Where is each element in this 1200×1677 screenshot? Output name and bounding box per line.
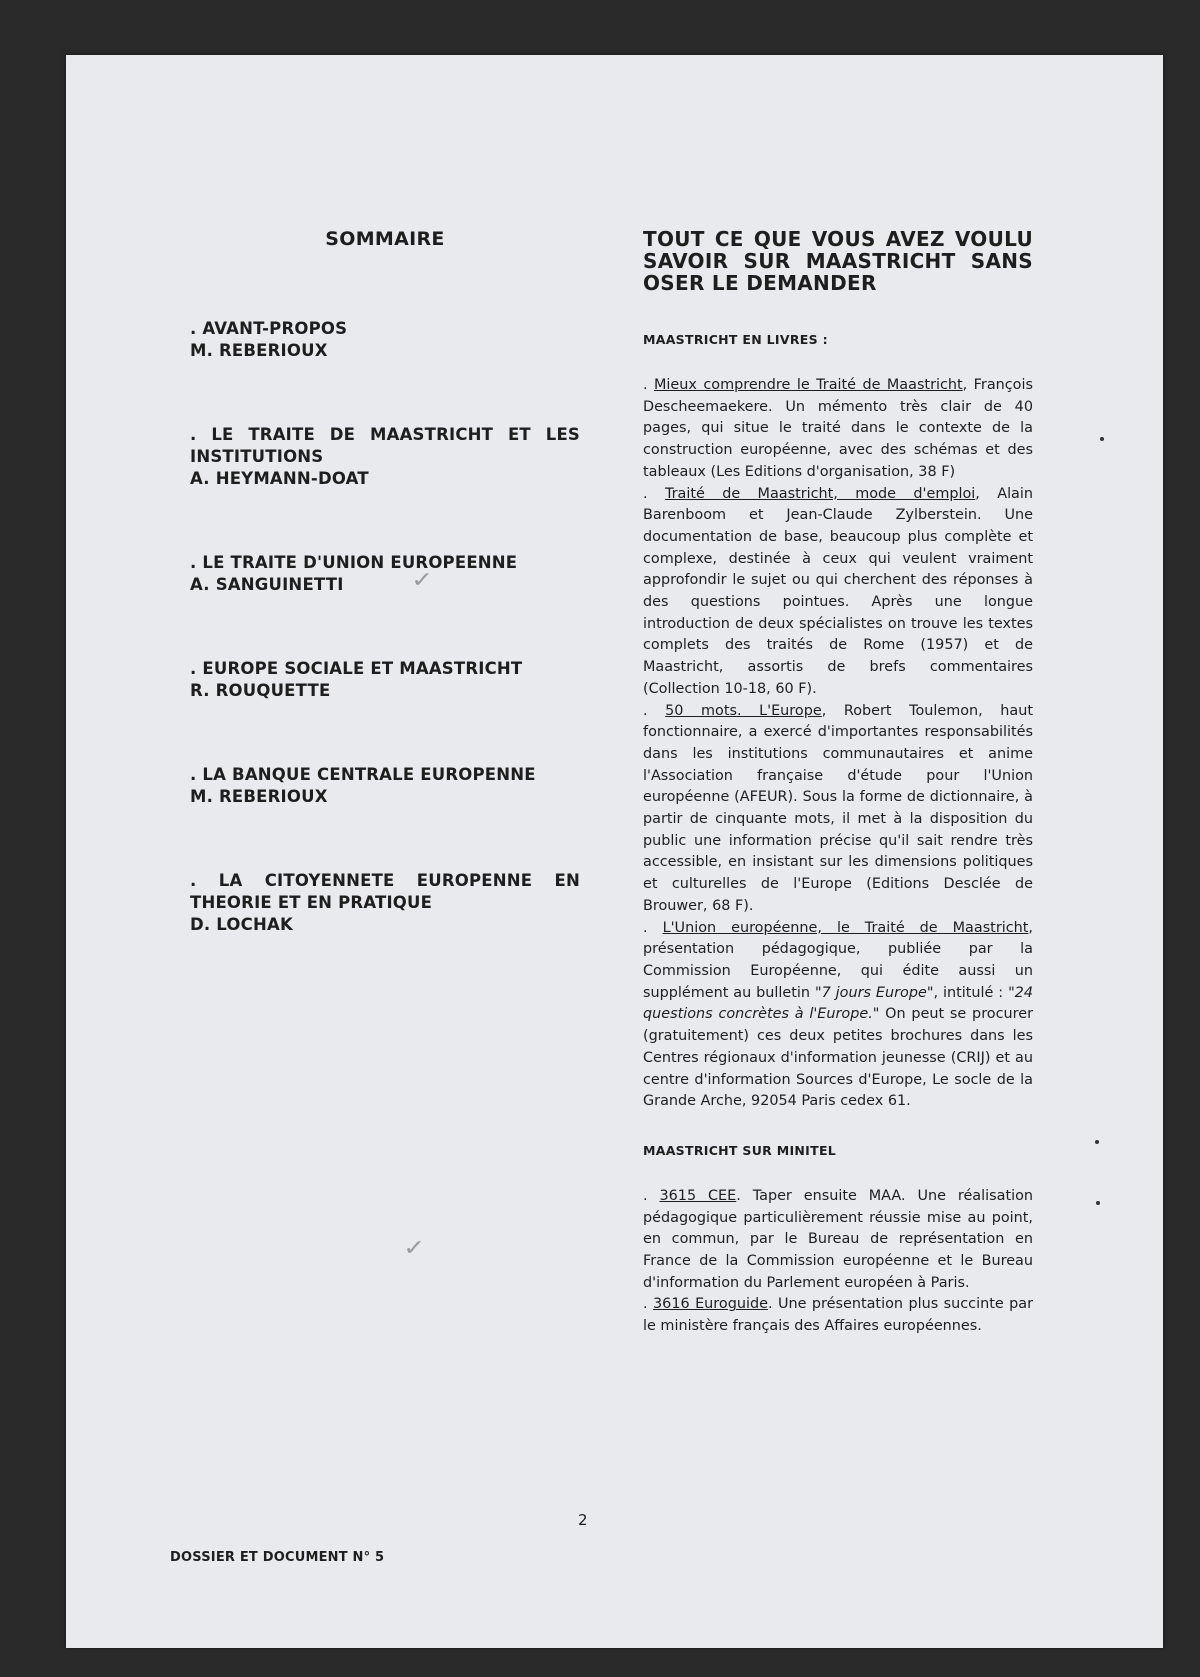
minitel-item: . 3616 Euroguide. Une présentation plus succinte par le ministère français des Affaires européennes. [643, 1296, 1034, 1335]
section-heading-books: MAASTRICHT EN LIVRES : [643, 332, 828, 347]
pencil-checkmark-icon: ✓ [411, 568, 434, 593]
toc-entry-author: M. REBERIOUX [190, 341, 328, 360]
speck-mark-icon [1095, 1140, 1099, 1144]
book-title: Traité de Maastricht, mode d'emploi [664, 485, 976, 502]
footer-label: DOSSIER ET DOCUMENT N° 5 [170, 1550, 385, 1565]
toc-entry-author: A. SANGUINETTI [190, 575, 344, 594]
toc-entry [190, 318, 580, 362]
book-item: . L'Union européenne, le Traité de Maastricht, présentation pédagogique, publiée par la Commission Européenne, qui édite aussi un supplément au bulletin "7 jours Europe", intitulé : "24 questions concrètes à l'Europe." On peut se procurer (gratuitement) ces deux petites brochures dans les Centres régionaux d'information jeunesse (CRIJ) et au centre d'information Sources d'Europe, Le socle de la Grande Arche, 92054 Paris cedex 61. [643, 919, 1033, 1110]
speck-mark-icon [1100, 437, 1104, 441]
toc-entry-author: D. LOCHAK [190, 915, 293, 934]
sommaire-title: SOMMAIRE [325, 228, 445, 250]
toc-entry-title: . LA BANQUE CENTRALE EUROPENNE [190, 765, 536, 784]
sommaire-column [190, 228, 580, 936]
toc-entry-title: . EUROPE SOCIALE ET MAASTRICHT [190, 659, 523, 678]
section-heading-minitel: MAASTRICHT SUR MINITEL [643, 1142, 837, 1158]
book-item: . 50 mots. L'Europe, Robert Toulemon, haut fonctionnaire, a exercé d'importantes responsabilités dans les institutions communautaires et anime l'Association française d'étude pour l'Union européenne (AFEUR). Sous la forme de dictionnaire, à partir de cinquante mots, il met à la disposition du public une information précise qu'il sait rendre très accessible, en insistant sur les dimensions politiques et culturelles de l'Europe (Editions Desclée de Brouwer, 68 F). [643, 702, 1034, 914]
article-column [643, 228, 1033, 1338]
page-number: 2 [578, 1511, 588, 1529]
minitel-item: . 3615 CEE. Taper ensuite MAA. Une réalisation pédagogique particulièrement réussie mise au point, en commun, par le Bureau de représentation en France de la Commission européenne et le Bureau d'information du Parlement européen à Paris. [643, 1187, 1034, 1291]
toc-entry-title: . LA CITOYENNETE EUROPENNE EN THEORIE ET EN PRATIQUE [190, 871, 580, 912]
toc-entry [190, 870, 580, 936]
speck-mark-icon [1096, 1201, 1100, 1205]
toc-entry [190, 552, 580, 596]
toc-entry-title: . AVANT-PROPOS [190, 319, 348, 338]
article-title: TOUT CE QUE VOUS AVEZ VOULU SAVOIR SUR MAASTRICHT SANS OSER LE DEMANDER [643, 227, 1033, 295]
book-title: L'Union européenne, le Traité de Maastricht [662, 919, 1029, 936]
toc-entry [190, 764, 580, 808]
toc-entry [190, 424, 580, 490]
book-title: 50 mots. L'Europe [665, 702, 822, 719]
toc-entry [190, 658, 580, 702]
toc-entry-author: M. REBERIOUX [190, 787, 328, 806]
pencil-checkmark-icon: ✓ [403, 1236, 426, 1261]
toc-entry-author: A. HEYMANN-DOAT [190, 469, 369, 488]
book-title: Mieux comprendre le Traité de Maastricht [654, 377, 963, 393]
minitel-code: 3616 Euroguide [653, 1296, 768, 1313]
minitel-code: 3615 CEE [659, 1187, 737, 1204]
toc-entry-title: . LE TRAITE DE MAASTRICHT ET LES INSTITUTIONS [190, 425, 580, 466]
toc-entry-title: . LE TRAITE D'UNION EUROPEENNE [190, 553, 518, 572]
book-item: . Traité de Maastricht, mode d'emploi, Alain Barenboom et Jean-Claude Zylberstein. Une documentation de base, beaucoup plus complète et complexe, destinée à ceux qui veulent vraiment approfondir le sujet ou qui cherchent des réponses à des questions pointues. Après une longue introduction de deux spécialistes on trouve les textes complets des traités de Rome (1957) et de Maastricht, assortis de brefs commentaires (Collection 10-18, 60 F). [643, 485, 1033, 697]
book-item: . Mieux comprendre le Traité de Maastricht, François Descheemaekere. Un mémento très clair de 40 pages, qui situe le traité dans le contexte de la construction européenne, avec des schémas et des tableaux (Les Editions d'organisation, 38 F) [643, 377, 1033, 480]
toc-entry-author: R. ROUQUETTE [190, 681, 331, 700]
